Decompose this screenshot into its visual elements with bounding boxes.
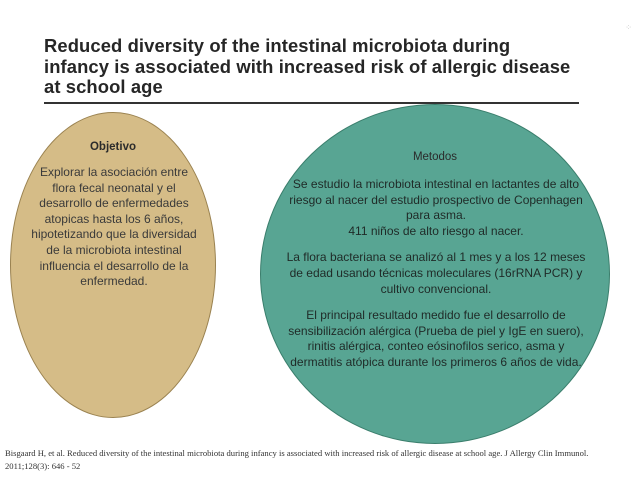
objective-heading: Objetivo — [89, 141, 136, 153]
objective-circle — [10, 112, 216, 418]
citation-text: Bisgaard H, et al. Reduced diversity of the intestinal microbiota during infancy is associated with increased risk of allergic disease at school age. J Allergy Clin Immunol. 2011;128(3): 646 - 52 — [5, 448, 589, 471]
methods-circle — [260, 104, 610, 444]
methods-paragraph-study: Se estudio la microbiota intestinal en lactantes de alto riesgo al nacer del estudio prospectivo de Copenhagen para asma. 411 niños de alto riesgo al nacer. — [289, 177, 583, 238]
slide-title: Reduced diversity of the intestinal microbiota during infancy is associated with increased risk of allergic disease at school age — [44, 35, 571, 97]
decorative-corner-mark: ⁘ — [625, 23, 632, 32]
methods-paragraph-analysis: La flora bacteriana se analizó al 1 mes y a los 12 meses de edad usando técnicas moleculares (16rRNA PCR) y cultivo convencional. — [286, 250, 586, 296]
slide-title-box — [44, 36, 579, 104]
methods-body — [285, 177, 587, 382]
methods-heading: Metodos — [412, 151, 458, 163]
methods-paragraph-outcome: El principal resultado medido fue el desarrollo de sensibilización alérgica (Prueba de piel y IgE en suero), rinitis alérgica, conteo eósinofilos serico, asma y dermatitis atópica durante los primeros 6 años de vida. — [288, 308, 584, 369]
objective-text: Explorar la asociación entre flora fecal neonatal y el desarrollo de enfermedades atopicas hasta los 6 años, hipotetizando que la diversidad de la microbiota intestinal influencia el desarrollo de la enfermedad. — [31, 165, 197, 289]
